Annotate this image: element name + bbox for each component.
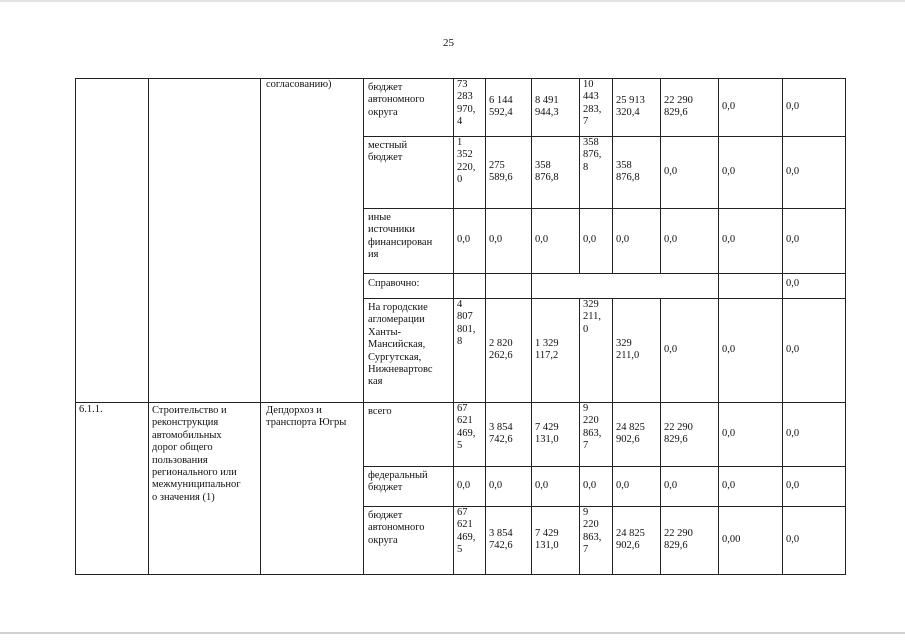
table-rule-horizontal <box>363 208 846 209</box>
funding-source: На городские агломерации Ханты- Мансийская, Сургутская, Нижневартовс кая <box>368 302 433 388</box>
value-cell: 6 144 592,4 <box>489 95 513 119</box>
value-cell: 8 491 944,3 <box>535 95 559 119</box>
table-rule-vertical <box>485 298 486 575</box>
table-rule-vertical <box>260 78 261 575</box>
table-rule-vertical <box>612 298 613 575</box>
funding-source: Справочно: <box>368 278 420 289</box>
table-rule-horizontal <box>363 466 846 467</box>
value-cell: 22 290 829,6 <box>664 95 693 119</box>
value-cell: 0,0 <box>722 428 736 439</box>
table-rule-vertical <box>579 78 580 273</box>
funding-source: федеральный бюджет <box>368 470 428 494</box>
value-cell: 329 211, 0 <box>583 299 601 335</box>
value-cell: 0,0 <box>722 166 736 177</box>
value-cell: 0,0 <box>722 101 736 112</box>
value-cell: 0,0 <box>457 480 471 491</box>
table-rule-vertical <box>660 298 661 575</box>
value-cell: 0,0 <box>786 344 800 355</box>
value-cell: 0,0 <box>664 166 678 177</box>
table-rule-vertical <box>718 273 719 298</box>
value-cell: 7 429 131,0 <box>535 528 559 552</box>
value-cell: 67 621 469, 5 <box>457 403 476 452</box>
table-rule-vertical <box>485 78 486 273</box>
value-cell: 22 290 829,6 <box>664 422 693 446</box>
value-cell: 0,0 <box>786 278 800 289</box>
value-cell: 0,0 <box>489 234 503 245</box>
item-responsible: Депдорхоз и транспорта Югры <box>266 405 347 429</box>
value-cell: 0,0 <box>535 234 549 245</box>
value-cell: 9 220 863, 7 <box>583 507 602 556</box>
value-cell: 25 913 320,4 <box>616 95 645 119</box>
item-number: 6.1.1. <box>79 404 103 415</box>
value-cell: 0,0 <box>616 234 630 245</box>
value-cell: 0,0 <box>583 234 597 245</box>
value-cell: 22 290 829,6 <box>664 528 693 552</box>
value-cell: 0,0 <box>786 101 800 112</box>
value-cell: 0,0 <box>722 234 736 245</box>
table-rule-horizontal <box>363 136 846 137</box>
value-cell: 1 329 117,2 <box>535 338 559 362</box>
table-rule-horizontal <box>363 298 846 299</box>
value-cell: 275 589,6 <box>489 160 513 184</box>
value-cell: 24 825 902,6 <box>616 528 645 552</box>
table-rule-vertical <box>660 78 661 273</box>
table-rule-vertical <box>579 298 580 575</box>
value-cell: 358 876,8 <box>616 160 640 184</box>
value-cell: 358 876,8 <box>535 160 559 184</box>
table-rule-horizontal <box>75 574 846 575</box>
value-cell: 0,0 <box>583 480 597 491</box>
table-rule-vertical <box>363 78 364 575</box>
table-rule-vertical <box>612 78 613 273</box>
value-cell: 0,0 <box>535 480 549 491</box>
value-cell: 0,0 <box>786 428 800 439</box>
value-cell: 0,0 <box>786 166 800 177</box>
table-rule-vertical <box>718 298 719 575</box>
value-cell: 73 283 970, 4 <box>457 79 476 128</box>
value-cell: 0,0 <box>664 234 678 245</box>
value-cell: 0,0 <box>786 234 800 245</box>
value-cell: 3 854 742,6 <box>489 422 513 446</box>
value-cell: 0,0 <box>786 480 800 491</box>
item-name: Строительство и реконструкция автомобильных дорог общего пользования регионального или межмуниципальног о значения (1) <box>152 405 241 503</box>
table-rule-vertical <box>453 298 454 575</box>
table-rule-vertical <box>453 273 454 298</box>
value-cell: 0,0 <box>664 344 678 355</box>
value-cell: 0,0 <box>616 480 630 491</box>
funding-source: всего <box>368 406 392 417</box>
value-cell: 0,0 <box>722 480 736 491</box>
funding-source: бюджет автономного округа <box>368 82 425 118</box>
table-rule-vertical <box>148 78 149 575</box>
value-cell: 2 820 262,6 <box>489 338 513 362</box>
value-cell: 10 443 283, 7 <box>583 79 602 128</box>
funding-source: местный бюджет <box>368 140 408 164</box>
value-cell: 329 211,0 <box>616 338 640 362</box>
value-cell: 0,0 <box>664 480 678 491</box>
value-cell: 0,0 <box>457 234 471 245</box>
table-rule-vertical <box>845 78 846 575</box>
value-cell: 7 429 131,0 <box>535 422 559 446</box>
table-rule-vertical <box>485 273 486 298</box>
table-rule-vertical <box>531 78 532 273</box>
table-rule-vertical <box>531 273 532 298</box>
funding-source: иные источники финансирован ия <box>368 212 433 261</box>
value-cell: 0,00 <box>722 534 741 545</box>
table-rule-vertical <box>782 273 783 298</box>
page-number: 25 <box>443 37 454 49</box>
table-rule-horizontal <box>363 506 846 507</box>
table-rule-vertical <box>531 298 532 575</box>
value-cell: 1 352 220, 0 <box>457 137 476 186</box>
table-rule-vertical <box>782 298 783 575</box>
table-rule-vertical <box>718 78 719 273</box>
value-cell: 4 807 801, 8 <box>457 299 476 348</box>
funding-source: бюджет автономного округа <box>368 510 425 546</box>
table-rule-vertical <box>75 78 76 575</box>
responsible-continued: согласованию) <box>266 79 332 90</box>
value-cell: 358 876, 8 <box>583 137 602 173</box>
table-rule-vertical <box>453 78 454 273</box>
value-cell: 0,0 <box>722 344 736 355</box>
value-cell: 0,0 <box>786 534 800 545</box>
table-rule-vertical <box>782 78 783 273</box>
value-cell: 67 621 469, 5 <box>457 507 476 556</box>
value-cell: 3 854 742,6 <box>489 528 513 552</box>
value-cell: 9 220 863, 7 <box>583 403 602 452</box>
scan-edge-bottom <box>0 632 905 634</box>
value-cell: 24 825 902,6 <box>616 422 645 446</box>
value-cell: 0,0 <box>489 480 503 491</box>
table-rule-horizontal <box>363 273 846 274</box>
